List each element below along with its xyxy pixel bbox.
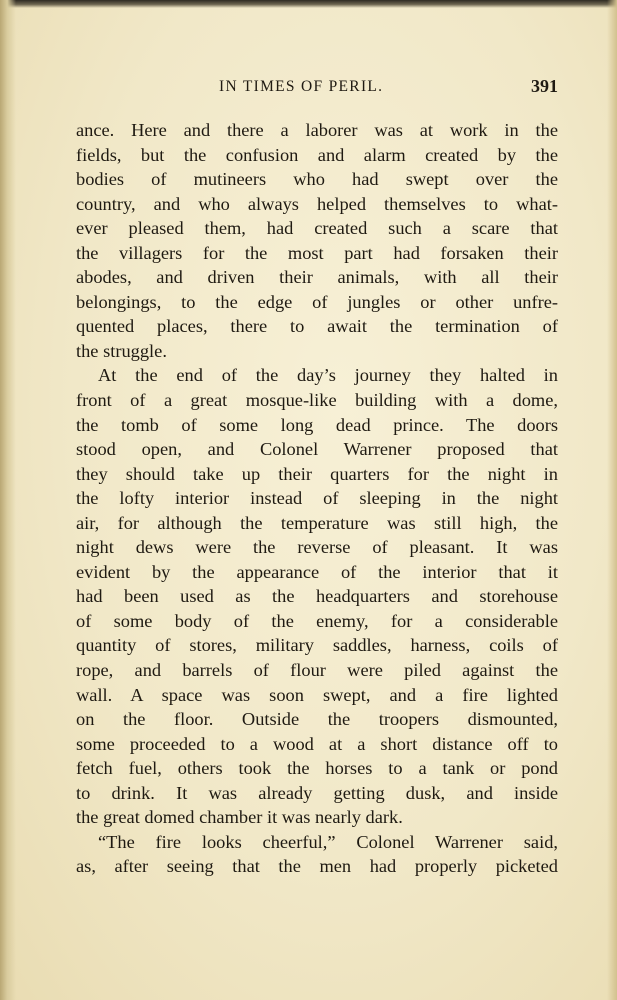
text-line: of some body of the enemy, for a considerable: [76, 610, 558, 631]
text-line: some proceeded to a wood at a short distance off to: [76, 733, 558, 754]
running-title: IN TIMES OF PERIL.: [219, 78, 384, 95]
text-line: the great domed chamber it was nearly dark.: [76, 807, 403, 828]
page-number: 391: [531, 76, 558, 96]
page-binding-edge: [0, 0, 16, 1000]
text-line: evident by the appearance of the interior that it: [76, 561, 558, 582]
page-right-edge: [607, 0, 617, 1000]
text-line: fields, but the confusion and alarm created by the: [76, 144, 558, 165]
text-line: country, and who always helped themselves to what-: [76, 193, 558, 214]
text-line: abodes, and driven their animals, with all their: [76, 267, 558, 288]
text-line: front of a great mosque-like building with a dome,: [76, 390, 558, 411]
text-line: they should take up their quarters for the night in: [76, 463, 558, 484]
text-line: belongings, to the edge of jungles or other unfre-: [76, 291, 558, 312]
text-line: quantity of stores, military saddles, harness, coils of: [76, 635, 558, 656]
paragraph-start-line: “The fire looks cheerful,” Colonel Warrener said,: [98, 831, 558, 852]
text-line: the lofty interior instead of sleeping in the night: [76, 488, 558, 509]
text-line: ance. Here and there a laborer was at work in the: [76, 120, 558, 140]
text-line: as, after seeing that the men had properly picketed: [76, 856, 558, 877]
text-line: had been used as the headquarters and storehouse: [76, 586, 558, 607]
text-line: air, for although the temperature was still high, the: [76, 512, 558, 533]
text-line: ever pleased them, had created such a scare that: [76, 218, 558, 239]
text-line: rope, and barrels of flour were piled against the: [76, 660, 558, 681]
text-line: bodies of mutineers who had swept over the: [76, 169, 558, 190]
text-line: the struggle.: [76, 340, 167, 361]
text-line: night dews were the reverse of pleasant. It was: [76, 537, 558, 558]
text-line: wall. A space was soon swept, and a fire lighted: [76, 684, 558, 705]
text-line: fetch fuel, others took the horses to a tank or pond: [76, 758, 558, 779]
body-text: [76, 118, 558, 879]
text-line: to drink. It was already getting dusk, and inside: [76, 782, 558, 803]
running-head: [76, 78, 558, 100]
text-line: the villagers for the most part had forsaken their: [76, 242, 558, 263]
text-line: quented places, there to await the termination of: [76, 316, 558, 337]
text-line: stood open, and Colonel Warrener proposed that: [76, 439, 558, 460]
page-top-shadow: [0, 0, 617, 8]
text-line: on the floor. Outside the troopers dismounted,: [76, 709, 558, 730]
text-line: the tomb of some long dead prince. The doors: [76, 414, 558, 435]
paragraph-start-line: At the end of the day’s journey they halted in: [98, 365, 558, 386]
